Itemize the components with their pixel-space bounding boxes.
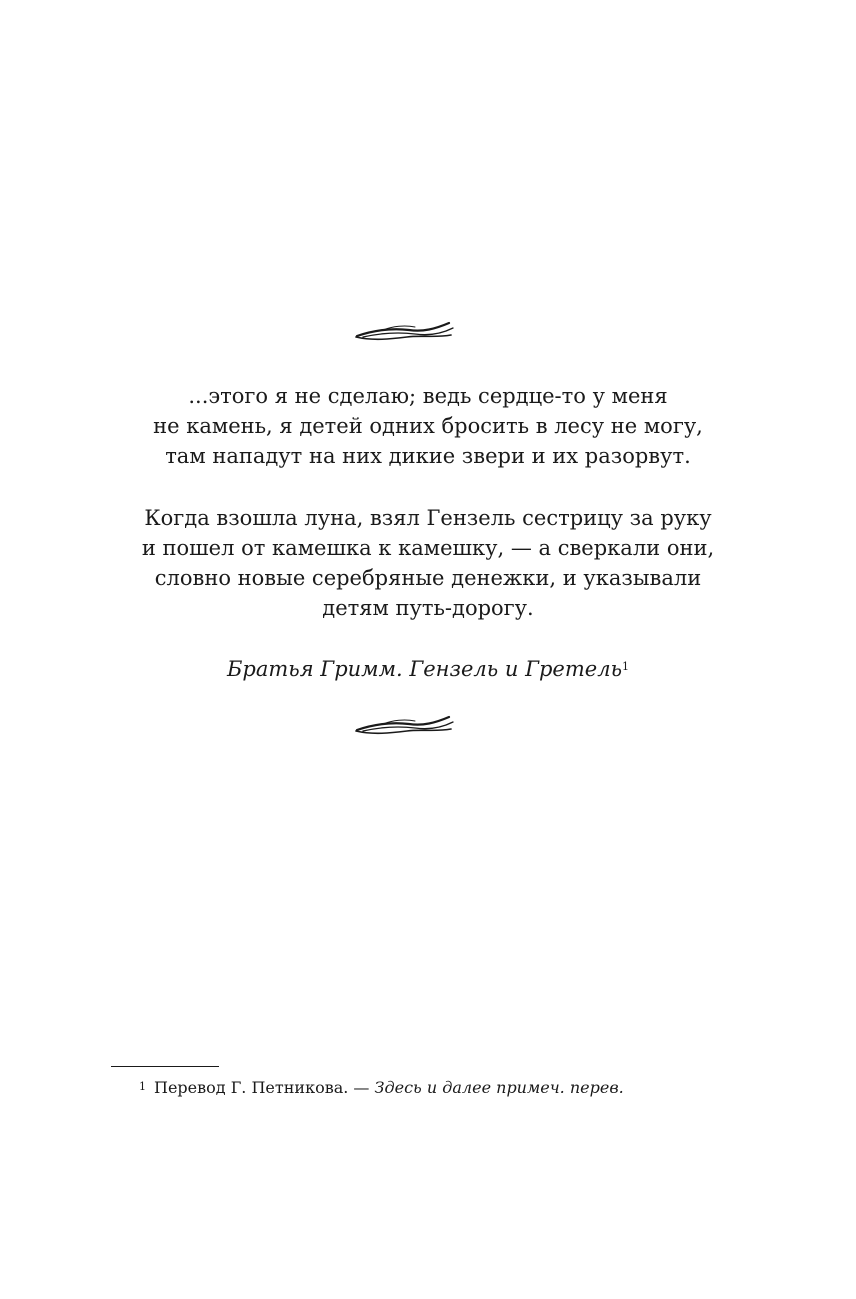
epigraph-line: словно новые серебряные денежки, и указывали <box>154 566 702 590</box>
epigraph-line: там нападут на них дикие звери и их разорвут. <box>165 444 691 468</box>
epigraph-paragraph-1 <box>0 381 856 471</box>
footnote <box>139 1076 624 1100</box>
epigraph-line: ...этого я не сделаю; ведь сердце-то у меня <box>188 384 668 408</box>
epigraph-line: детям путь-дорогу. <box>322 596 534 620</box>
footnote-number: 1 <box>139 1080 146 1093</box>
footnote-divider <box>111 1066 219 1067</box>
footnote-italic-text: Здесь и далее примеч. перев. <box>374 1078 624 1097</box>
epigraph-paragraph-2 <box>0 503 856 623</box>
attribution-text: Братья Гримм. Гензель и Гретель <box>226 657 622 681</box>
epigraph-line: не камень, я детей одних бросить в лесу не могу, <box>153 414 703 438</box>
swash-flourish-icon <box>353 714 457 736</box>
epigraph-line: Когда взошла луна, взял Гензель сестрицу за руку <box>144 506 712 530</box>
footnote-reference[interactable]: 1 <box>622 660 629 673</box>
epigraph-attribution <box>0 654 856 684</box>
footnote-text: Перевод Г. Петникова. — <box>154 1078 375 1097</box>
swash-flourish-icon <box>353 320 457 342</box>
epigraph-line: и пошел от камешка к камешку, — а сверкали они, <box>141 536 715 560</box>
